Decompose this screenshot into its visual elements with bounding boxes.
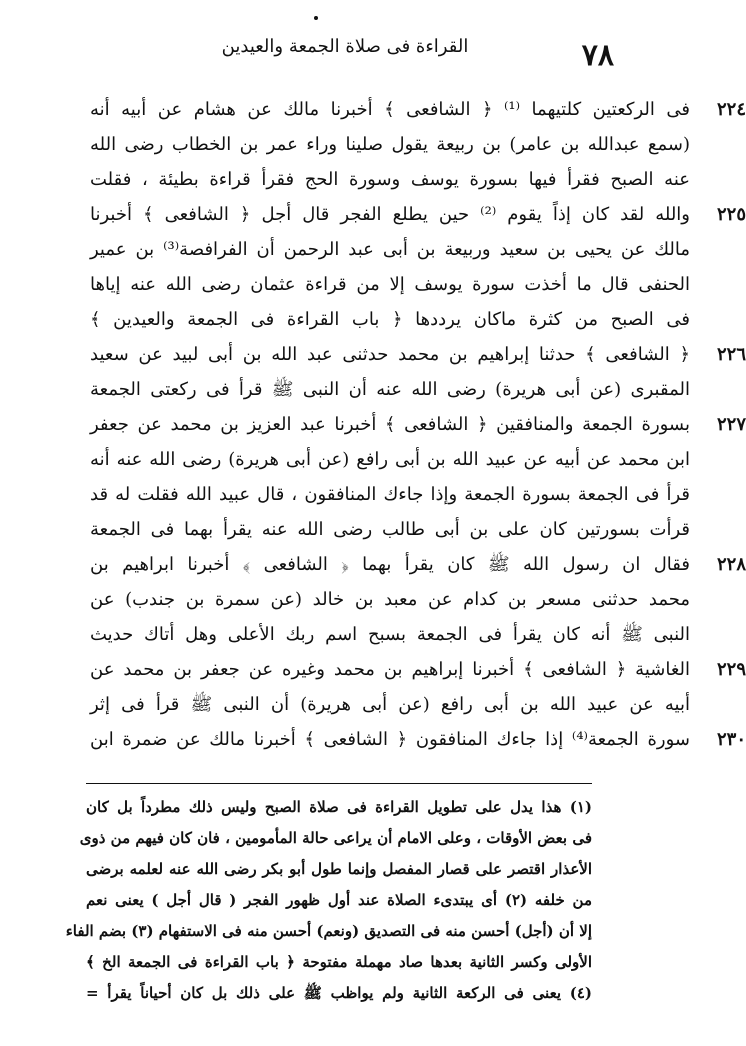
line-text: عنه الصبح فقرأ فيها بسورة يوسف وسورة الحج فقرأ قراءة بطيئة ، فقلت [90, 169, 690, 190]
footnote-line: الأعذار اقتصر على قصار المفصل وإنما طول أبو بكر رضى الله عنه لعلمه برضى [86, 860, 592, 878]
text-line [90, 617, 690, 652]
text-line [90, 722, 746, 757]
line-text: (سمع عبدالله بن عامر) بن ربيعة يقول صلينا وراء عمر بن الخطاب رضى الله [90, 134, 690, 155]
line-text: قرأت بسورتين كان على بن أبى طالب رضى الله عنه يقرأ بهما فى الجمعة [90, 519, 690, 540]
text-line [90, 512, 690, 547]
text-line [90, 442, 690, 477]
line-text: فى الركعتين كلتيهما ⁽¹⁾ ﴿ الشافعى ﴾ أخبرنا مالك عن هشام عن أبيه أنه [90, 99, 690, 120]
top-dot [314, 16, 318, 20]
text-line [90, 197, 746, 232]
footnote-line: إلا أن (أجل) أحسن منه فى التصديق (ونعم) أحسن منه فى الاستفهام (٣) بضم الفاء [65, 922, 592, 940]
line-text: بسورة الجمعة والمنافقين ﴿ الشافعى ﴾ أخبرنا عبد العزيز بن محمد عن جعفر [90, 414, 690, 435]
text-line [90, 337, 746, 372]
hadith-number: ٢٢٤ [716, 99, 746, 120]
line-text: محمد حدثنى مسعر بن كدام عن معبد بن خالد (عن سمرة بن جندب) عن [90, 589, 690, 610]
main-text [90, 92, 746, 757]
text-line [90, 407, 746, 442]
hadith-number: ٢٢٨ [716, 554, 746, 575]
hadith-number: ٢٢٥ [716, 204, 746, 225]
line-text: ﴿ الشافعى ﴾ حدثنا إبراهيم بن محمد حدثنى عبد الله بن أبى لبيد عن سعيد [90, 344, 690, 365]
text-line [90, 232, 690, 267]
footnote-line: الأولى وكسر الثانية بعدها صاد مهملة مفتوحة ﴿ باب القراءة فى الجمعة الخ ﴾ [86, 953, 592, 971]
line-text: قرأ فى الجمعة بسورة الجمعة وإذا جاءك المنافقون ، قال عبيد الله فقلت له قد [90, 484, 690, 505]
line-text: ابن محمد عن أبيه عن عبيد الله بن أبى رافع (عن أبى هريرة) رضى الله عنه أنه [90, 449, 690, 470]
text-line [90, 582, 690, 617]
line-text: فقال ان رسول الله ﷺ كان يقرأ بهما ﴿ الشافعى ﴾ أخبرنا ابراهيم بن [90, 554, 690, 575]
text-line [90, 162, 690, 197]
line-text: فى الصبح من كثرة ماكان يرددها ﴿ باب القراءة فى الجمعة والعيدين ﴾ [90, 309, 690, 330]
text-line [90, 267, 690, 302]
text-line [90, 92, 746, 127]
footnote-line: فى بعض الأوقات ، وعلى الامام أن يراعى حالة المأمومين ، فان كان فيهم من ذوى [79, 829, 592, 847]
text-line [90, 547, 746, 582]
running-title: القراءة فى صلاة الجمعة والعيدين [221, 36, 469, 57]
line-text: الغاشية ﴿ الشافعى ﴾ أخبرنا إبراهيم بن محمد وغيره عن جعفر بن محمد عن [90, 659, 690, 680]
footnote-line: (٤) يعنى فى الركعة الثانية ولم يواظب ﷺ على ذلك بل كان أحياناً يقرأ = [86, 984, 592, 1002]
line-text: سورة الجمعة⁽⁴⁾ إذا جاءك المنافقون ﴿ الشافعى ﴾ أخبرنا مالك عن ضمرة ابن [90, 729, 690, 750]
line-text: المقبرى (عن أبى هريرة) رضى الله عنه أن النبى ﷺ قرأ فى ركعتى الجمعة [90, 379, 690, 400]
text-line [90, 687, 690, 722]
text-line [90, 302, 690, 337]
line-text: مالك عن يحيى بن سعيد وربيعة بن أبى عبد الرحمن أن الفرافصة⁽³⁾ بن عمير [90, 239, 690, 260]
footnotes [65, 792, 592, 1009]
hadith-number: ٢٢٦ [716, 344, 746, 365]
hadith-number: ٢٣٠ [716, 729, 746, 750]
text-line [90, 127, 690, 162]
page-number: ٧٨ [581, 38, 614, 73]
text-line [90, 372, 690, 407]
footnote-divider [86, 783, 592, 784]
line-text: النبى ﷺ أنه كان يقرأ فى الجمعة بسبح اسم ربك الأعلى وهل أتاك حديث [90, 624, 690, 645]
page-header [60, 30, 710, 73]
text-line [90, 477, 690, 512]
footnote-line: (١) هذا يدل على تطويل القراءة فى صلاة الصبح وليس ذلك مطرداً بل كان [86, 798, 592, 816]
line-text: والله لقد كان إذاً يقوم ⁽²⁾ حين يطلع الفجر قال أجل ﴿ الشافعى ﴾ أخبرنا [90, 204, 690, 225]
hadith-number: ٢٢٧ [716, 414, 746, 435]
footnote-line: من خلفه (٢) أى يبتدىء الصلاة عند أول ظهور الفجر ( قال أجل ) يعنى نعم [86, 891, 592, 909]
hadith-number: ٢٢٩ [716, 659, 746, 680]
text-line [90, 652, 746, 687]
line-text: أبيه عن عبيد الله بن أبى رافع (عن أبى هريرة) أن النبى ﷺ قرأ فى إثر [90, 694, 690, 715]
line-text: الحنفى قال ما أخذت سورة يوسف إلا من قراءة عثمان رضى الله عنه إياها [90, 274, 690, 295]
